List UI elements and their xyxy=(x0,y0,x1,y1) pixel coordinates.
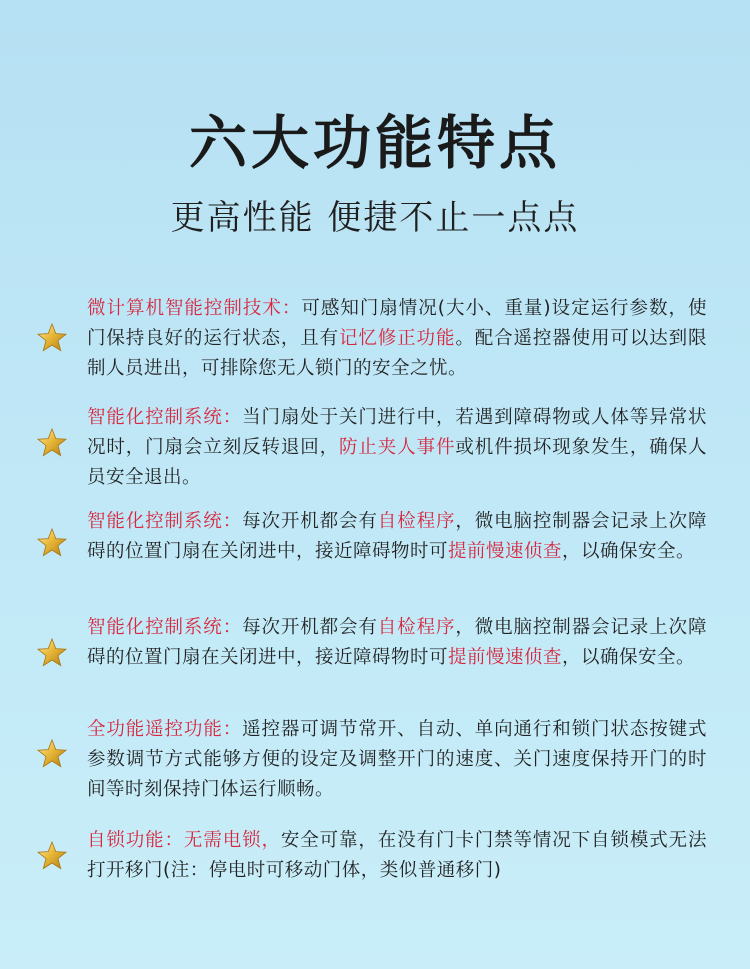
gold-star-icon xyxy=(36,738,68,770)
feature-body: ，微电脑控制器会记录上次障碍的位置门扇在关闭进中，接近障碍物时可 xyxy=(87,617,707,668)
feature-body: ，以确保安全。 xyxy=(562,541,696,562)
page-title: 六大功能特点 xyxy=(188,109,561,177)
page-subtitle: 更高性能 便捷不止一点点 xyxy=(170,198,580,238)
feature-body: 当门扇处于关门进行中，若遇到障碍物或人体等异常状况时，门扇会立刻反转退回， xyxy=(87,407,707,458)
gold-star-icon xyxy=(36,427,68,459)
feature-highlight: 防止夹人事件 xyxy=(339,437,456,458)
feature-highlight: 提前慢速侦查 xyxy=(448,541,563,562)
feature-text xyxy=(87,507,707,567)
feature-text xyxy=(87,715,707,805)
gold-star-icon xyxy=(36,840,68,872)
feature-text xyxy=(87,294,707,384)
feature-body: 每次开机都会有 xyxy=(242,617,378,638)
feature-highlight: 微计算机智能控制技术： xyxy=(87,298,302,319)
feature-body: 遥控器可调节常开、自动、单向通行和锁门状态按键式参数调节方式能够方便的设定及调整开门的速度、关门速度保持开门的时间等时刻保持门体运行顺畅。 xyxy=(87,719,707,800)
feature-text xyxy=(87,613,707,673)
feature-highlight: 智能化控制系统： xyxy=(87,511,243,532)
feature-highlight: 全功能遥控功能： xyxy=(87,719,243,740)
feature-highlight: 自检程序 xyxy=(377,511,456,532)
feature-body: 每次开机都会有 xyxy=(242,511,378,532)
gold-star-icon xyxy=(36,527,68,559)
feature-highlight: 智能化控制系统： xyxy=(87,617,243,638)
feature-body: 。配合遥控器使用可以达到限制人员进出，可排除您无人锁门的安全之忧。 xyxy=(87,328,707,379)
feature-text xyxy=(87,826,707,886)
feature-body: 或机件损坏现象发生，确保人员安全退出。 xyxy=(87,437,707,488)
feature-highlight: 自锁功能：无需电锁， xyxy=(87,830,281,851)
feature-highlight: 智能化控制系统： xyxy=(87,407,243,428)
feature-body: ，微电脑控制器会记录上次障碍的位置门扇在关闭进中，接近障碍物时可 xyxy=(87,511,707,562)
gold-star-icon xyxy=(36,322,68,354)
feature-highlight: 自检程序 xyxy=(377,617,456,638)
feature-highlight: 提前慢速侦查 xyxy=(448,647,563,668)
feature-body: 可感知门扇情况(大小、重量)设定运行参数，使门保持良好的运行状态，且有 xyxy=(87,298,707,349)
feature-body: ，以确保安全。 xyxy=(562,647,696,668)
feature-highlight: 记忆修正功能 xyxy=(339,328,456,349)
feature-body: 安全可靠，在没有门卡门禁等情况下自锁模式无法打开移门(注：停电时可移动门体，类似普通移门) xyxy=(87,830,707,881)
gold-star-icon xyxy=(36,637,68,669)
feature-text xyxy=(87,403,707,493)
